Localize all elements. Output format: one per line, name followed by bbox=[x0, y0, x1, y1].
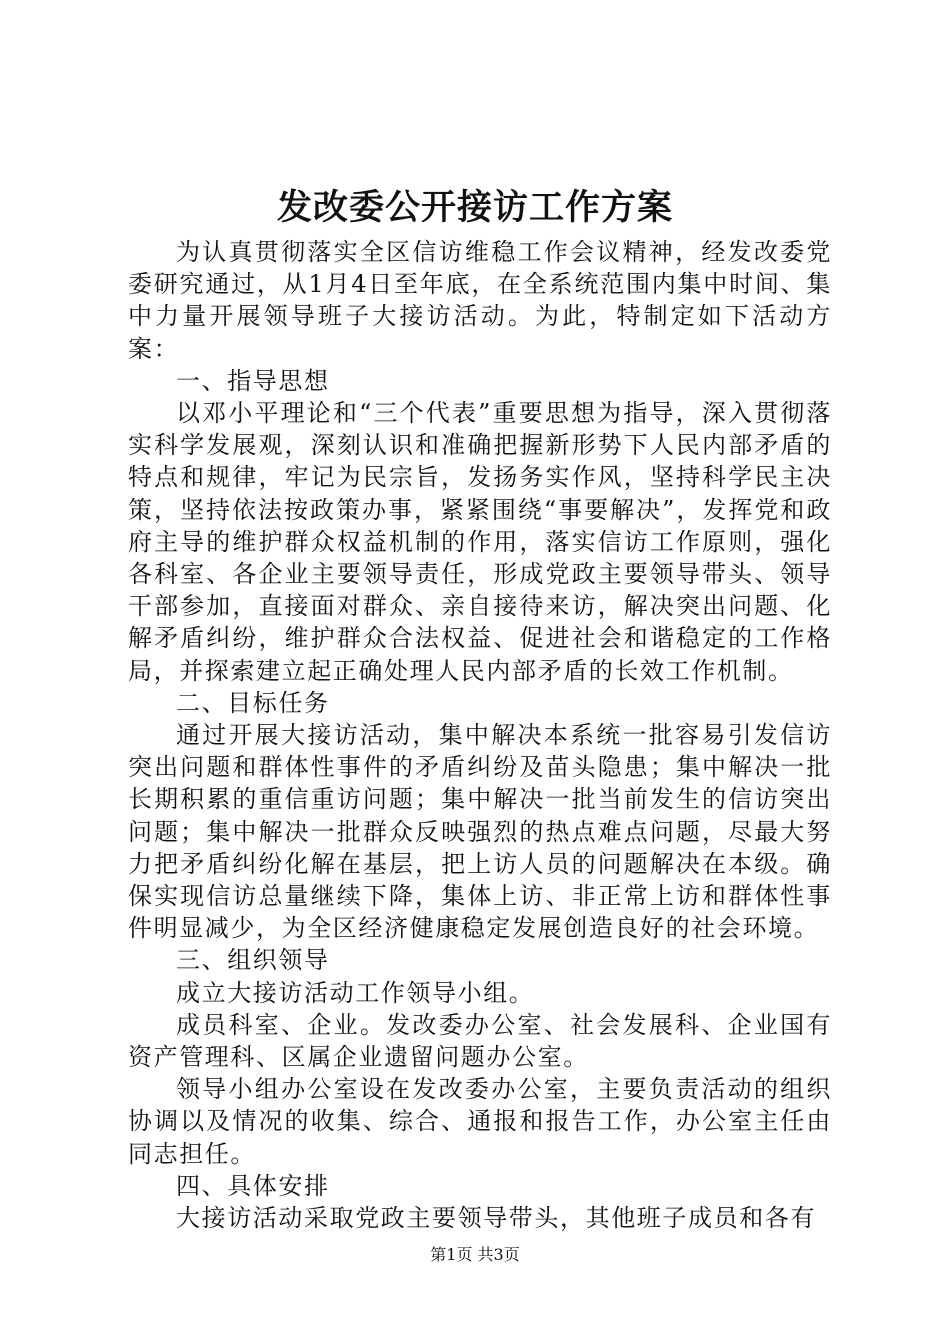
document-body bbox=[128, 236, 832, 1234]
paragraph-members: 成员科室、企业。发改委办公室、社会发展科、企业国有资产管理科、区属企业遗留问题办公室。 bbox=[128, 1010, 832, 1072]
page-number-footer: 第1页 共3页 bbox=[430, 1245, 520, 1264]
paragraph-guiding-thought: 以邓小平理论和“三个代表”重要思想为指导，深入贯彻落实科学发展观，深刻认识和准确把握新形势下人民内部矛盾的特点和规律，牢记为民宗旨，发扬务实作风，坚持科学民主决策，坚持依法按政策办事，紧紧围绕“事要解决”，发挥党和政府主导的维护群众权益机制的作用，落实信访工作原则，强化各科室、各企业主要领导责任，形成党政主要领导带头、领导干部参加，直接面对群众、亲自接待来访，解决突出问题、化解矛盾纠纷，维护群众合法权益、促进社会和谐稳定的工作格局，并探索建立起正确处理人民内部矛盾的长效工作机制。 bbox=[128, 399, 832, 685]
paragraph-arrangements: 大接访活动采取党政主要领导带头，其他班子成员和各有 bbox=[176, 1204, 816, 1233]
section-heading-organization: 三、组织领导 bbox=[176, 946, 330, 975]
document-title: 发改委公开接访工作方案 bbox=[276, 187, 673, 228]
section-heading-arrangements: 四、具体安排 bbox=[176, 1171, 330, 1200]
paragraph-objectives: 通过开展大接访活动，集中解决本系统一批容易引发信访突出问题和群体性事件的矛盾纠纷及苗头隐患；集中解决一批长期积累的重信重访问题；集中解决一批当前发生的信访突出问题；集中解决一批群众反映强烈的热点难点问题，尽最大努力把矛盾纠纷化解在基层，把上访人员的问题解决在本级。确保实现信访总量继续下降，集体上访、非正常上访和群体性事件明显减少，为全区经济健康稳定发展创造良好的社会环境。 bbox=[128, 721, 832, 943]
section-heading-objectives: 二、目标任务 bbox=[176, 688, 330, 717]
paragraph-office: 领导小组办公室设在发改委办公室，主要负责活动的组织协调以及情况的收集、综合、通报和报告工作，办公室主任由同志担任。 bbox=[128, 1075, 832, 1168]
paragraph-leading-group: 成立大接访活动工作领导小组。 bbox=[176, 978, 535, 1007]
paragraph-intro: 为认真贯彻落实全区信访维稳工作会议精神，经发改委党委研究通过，从1月4日至年底，在全系统范围内集中时间、集中力量开展领导班子大接访活动。为此，特制定如下活动方案： bbox=[128, 238, 832, 363]
section-heading-guiding-thought: 一、指导思想 bbox=[176, 366, 330, 395]
